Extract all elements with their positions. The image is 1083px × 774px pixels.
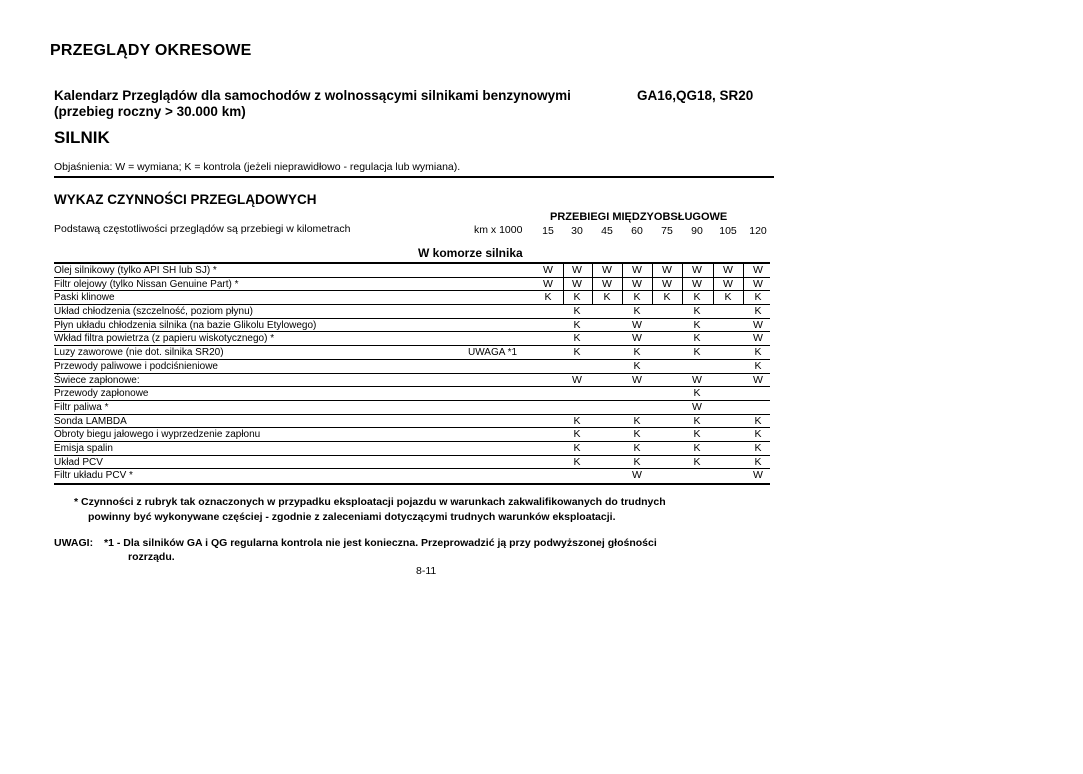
interval-cell: K [754,455,762,468]
column-separator [622,278,623,291]
interval-cell: K [693,428,701,441]
interval-cell: K [573,441,581,454]
interval-cell: K [633,359,641,372]
service-row [54,469,770,483]
note-text: *1 - Dla silników GA i QG regularna kontrola nie jest konieczna. Przeprowadzić ją przy podwyższonej głośności [104,537,657,549]
km-column-header: 90 [691,225,703,237]
interval-cell: W [692,373,702,386]
interval-cell: W [632,264,642,276]
service-item-label: Przewody zapłonowe [54,388,149,400]
service-table [54,262,770,485]
column-separator [622,264,623,277]
service-row [54,305,770,319]
column-separator [592,264,593,277]
service-item-label: Emisja spalin [54,442,113,454]
column-separator [743,264,744,277]
interval-cell: W [572,277,582,290]
km-column-header: 15 [542,225,554,237]
km-column-header: 45 [601,225,613,237]
service-item-label: Luzy zaworowe (nie dot. silnika SR20) [54,347,224,359]
interval-cell: W [692,277,702,290]
note-text-continued: rozrządu. [128,551,175,563]
service-item-label: Paski klinowe [54,292,115,304]
interval-cell: K [754,359,762,372]
interval-cell: W [723,264,733,276]
legend-explanation: Objaśnienia: W = wymiana; K = kontrola (jeżeli nieprawidłowo - regulacja lub wymiana). [54,161,461,173]
interval-cell: K [693,455,701,468]
interval-cell: W [572,264,582,276]
interval-cell: W [753,332,763,345]
column-separator [743,278,744,291]
column-separator [563,278,564,291]
service-row [54,374,770,388]
service-row [54,360,770,374]
service-row [54,387,770,401]
column-separator [563,264,564,277]
service-row [54,319,770,333]
interval-cell: K [754,441,762,454]
interval-cell: K [633,455,641,468]
interval-cell: K [573,414,581,427]
interval-cell: W [753,373,763,386]
interval-cell: K [693,346,701,359]
interval-cell: K [633,428,641,441]
service-item-note: UWAGA *1 [468,347,518,359]
interval-cell: K [693,441,701,454]
interval-cell: W [692,400,702,413]
schedule-subtitle-condition: (przebieg roczny > 30.000 km) [54,104,246,119]
km-column-header: 105 [719,225,737,237]
service-item-label: Obroty biegu jałowego i wyprzedzenie zapłonu [54,429,261,441]
zone-title: W komorze silnika [418,246,523,260]
interval-cell: K [754,428,762,441]
interval-cell: K [724,291,732,304]
interval-cell: W [662,277,672,290]
footnote: * Czynności z rubryk tak oznaczonych w przypadku eksploatacji pojazdu w warunkach zakwalifikowanych do trudnych [74,496,666,508]
km-column-header: 30 [571,225,583,237]
interval-cell: K [693,291,701,304]
interval-cell: K [754,291,762,304]
schedule-subtitle: Kalendarz Przeglądów dla samochodów z wolnossącymi silnikami benzynowymi [54,88,571,103]
interval-cell: K [693,414,701,427]
interval-cell: W [602,277,612,290]
interval-cell: K [573,332,581,345]
service-item-label: Układ chłodzenia (szczelność, poziom płynu) [54,306,253,318]
section-title: SILNIK [54,128,110,147]
page-title: PRZEGLĄDY OKRESOWE [50,42,252,59]
interval-cell: K [573,428,581,441]
service-row [54,332,770,346]
interval-cell: K [633,305,641,318]
interval-cell: K [754,414,762,427]
interval-cell: W [632,318,642,331]
interval-cell: W [632,373,642,386]
service-item-label: Przewody paliwowe i podciśnieniowe [54,360,218,372]
service-row [54,291,770,305]
basis-text: Podstawą częstotliwości przeglądów są przebiegi w kilometrach [54,223,351,235]
interval-cell: W [662,264,672,276]
column-separator [743,291,744,304]
service-row [54,415,770,429]
interval-cell: K [603,291,611,304]
column-separator [713,291,714,304]
service-row [54,346,770,360]
service-item-label: Filtr paliwa * [54,401,109,413]
interval-cell: W [753,264,763,276]
column-separator [652,278,653,291]
interval-cell: K [573,305,581,318]
service-item-label: Filtr układu PCV * [54,470,133,482]
unit-label: km x 1000 [474,224,523,236]
interval-cell: K [633,346,641,359]
column-separator [713,264,714,277]
column-separator [713,278,714,291]
service-row [54,278,770,292]
service-item-label: Olej silnikowy (tylko API SH lub SJ) * [54,265,217,276]
interval-cell: K [573,455,581,468]
page-number: 8-11 [416,565,437,577]
interval-cell: W [723,277,733,290]
column-separator [682,291,683,304]
interval-cell: K [693,387,701,400]
service-item-label: Sonda LAMBDA [54,415,127,427]
service-row [54,401,770,415]
interval-cell: W [632,332,642,345]
divider [54,176,774,178]
service-row [54,428,770,442]
interval-header: PRZEBIEGI MIĘDZYOBSŁUGOWE [550,211,728,223]
km-column-header: 75 [661,225,673,237]
service-row [54,264,770,278]
interval-cell: K [754,346,762,359]
service-item-label: Filtr olejowy (tylko Nissan Genuine Part) * [54,278,239,290]
interval-cell: K [633,414,641,427]
column-separator [682,278,683,291]
interval-cell: K [663,291,671,304]
engine-codes: GA16,QG18, SR20 [637,88,754,103]
interval-cell: W [632,469,642,482]
interval-cell: W [572,373,582,386]
column-separator [652,264,653,277]
interval-cell: K [544,291,552,304]
km-column-header: 60 [631,225,643,237]
column-separator [563,291,564,304]
column-separator [592,278,593,291]
column-separator [682,264,683,277]
interval-cell: K [754,305,762,318]
interval-cell: W [753,318,763,331]
list-title: WYKAZ CZYNNOŚCI PRZEGLĄDOWYCH [54,192,317,207]
service-item-label: Świece zapłonowe: [54,374,140,386]
service-item-label: Płyn układu chłodzenia silnika (na bazie Glikolu Etylowego) [54,319,317,331]
column-separator [652,291,653,304]
service-item-label: Układ PCV [54,456,103,468]
service-item-label: Wkład filtra powietrza (z papieru wiskotycznego) * [54,333,275,345]
interval-cell: K [633,441,641,454]
footnote-continued: powinny być wykonywane częściej - zgodnie z zaleceniami dotyczącymi trudnych warunków eksploatacji. [88,511,616,523]
service-row [54,456,770,470]
column-separator [622,291,623,304]
interval-cell: W [753,469,763,482]
notes-label: UWAGI: [54,537,94,549]
km-column-header: 120 [749,225,767,237]
interval-cell: K [633,291,641,304]
column-separator [592,291,593,304]
interval-cell: K [693,318,701,331]
interval-cell: K [573,291,581,304]
service-row [54,442,770,456]
interval-cell: W [543,264,553,276]
interval-cell: K [573,318,581,331]
interval-cell: K [693,305,701,318]
interval-cell: W [753,277,763,290]
interval-cell: W [543,277,553,290]
interval-cell: W [602,264,612,276]
interval-cell: W [692,264,702,276]
interval-cell: W [632,277,642,290]
interval-cell: K [693,332,701,345]
interval-cell: K [573,346,581,359]
